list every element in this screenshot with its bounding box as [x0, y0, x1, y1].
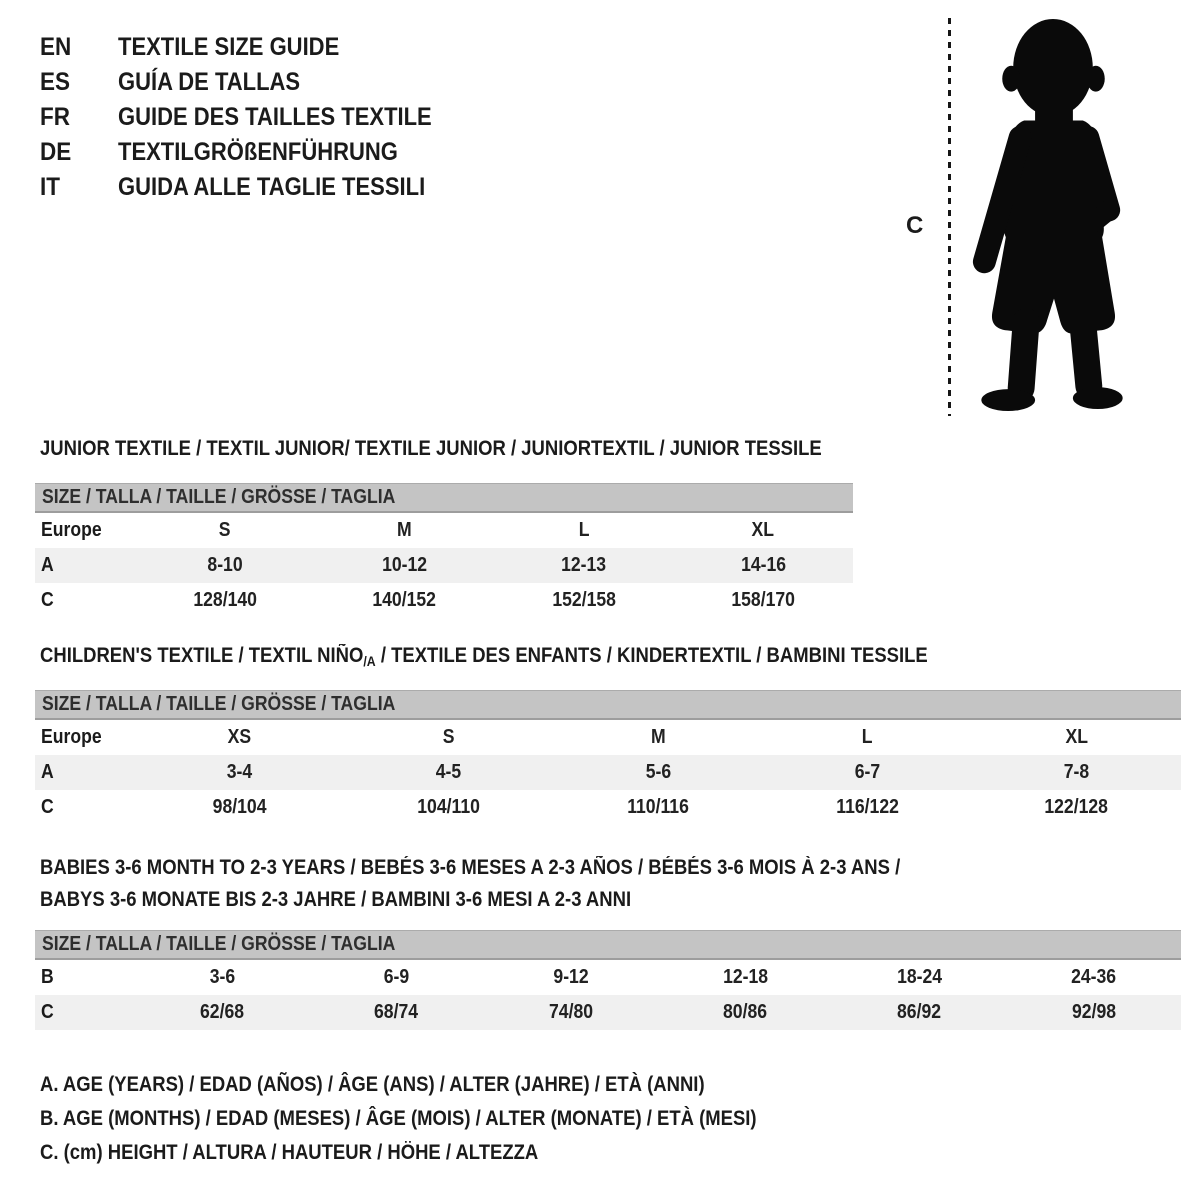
value-cell: 18-24: [896, 966, 942, 988]
language-code: DE: [40, 138, 72, 166]
junior-row-age: [35, 548, 853, 583]
row-label: Europe: [41, 726, 102, 748]
guide-title-fr: GUIDE DES TAILLES TEXTILE: [118, 103, 432, 131]
language-code: IT: [40, 173, 60, 201]
junior-size-table: [35, 483, 853, 618]
row-label: C: [41, 796, 54, 818]
value-cell: L: [861, 726, 873, 748]
value-cell: 12-13: [561, 554, 607, 576]
value-cell: 128/140: [192, 589, 257, 611]
children-row-height: [35, 790, 1181, 825]
guide-title-en: TEXTILE SIZE GUIDE: [118, 33, 340, 61]
row-label: B: [41, 966, 54, 988]
value-cell: S: [442, 726, 455, 748]
language-row-fr: [40, 100, 475, 135]
children-size-table: [35, 690, 1181, 825]
junior-section-title: JUNIOR TEXTILE / TEXTIL JUNIOR/ TEXTILE JUNIOR / JUNIORTEXTIL / JUNIOR TESSILE: [40, 437, 822, 460]
language-row-it: [40, 170, 475, 205]
value-cell: 8-10: [207, 554, 243, 576]
babies-row-months: [35, 960, 1181, 995]
junior-row-europe: [35, 513, 853, 548]
guide-title-es: GUÍA DE TALLAS: [118, 68, 301, 96]
language-row-de: [40, 135, 475, 170]
guide-title-de: TEXTILGRÖßENFÜHRUNG: [118, 138, 398, 166]
legend-height-cm: C. (cm) HEIGHT / ALTURA / HAUTEUR / HÖHE / ALTEZZA: [40, 1141, 539, 1164]
value-cell: S: [218, 519, 231, 541]
value-cell: 110/116: [627, 796, 689, 818]
value-cell: XL: [752, 519, 775, 541]
value-cell: 24-36: [1071, 966, 1117, 988]
value-cell: 12-18: [722, 966, 768, 988]
value-cell: 6-7: [854, 761, 880, 783]
legend-age-months: B. AGE (MONTHS) / EDAD (MESES) / ÂGE (MOIS) / ALTER (MONATE) / ETÀ (MESI): [40, 1107, 757, 1130]
height-measure-dashed-line: [948, 18, 951, 416]
size-header-bar: SIZE / TALLA / TAILLE / GRÖSSE / TAGLIA: [35, 930, 1181, 960]
value-cell: 140/152: [372, 589, 437, 611]
value-cell: 4-5: [436, 761, 462, 783]
size-header-bar: SIZE / TALLA / TAILLE / GRÖSSE / TAGLIA: [35, 690, 1181, 720]
row-label: A: [41, 761, 54, 783]
junior-row-height: [35, 583, 853, 618]
value-cell: 86/92: [897, 1001, 942, 1023]
value-cell: 152/158: [551, 589, 616, 611]
row-label: C: [41, 589, 54, 611]
value-cell: XL: [1065, 726, 1088, 748]
measure-legend: [40, 1068, 854, 1170]
value-cell: 92/98: [1071, 1001, 1116, 1023]
row-label: Europe: [41, 519, 102, 541]
value-cell: 116/122: [835, 796, 899, 818]
babies-size-table: [35, 930, 1181, 1030]
value-cell: 68/74: [374, 1001, 419, 1023]
legend-age-years: A. AGE (YEARS) / EDAD (AÑOS) / ÂGE (ANS) / ALTER (JAHRE) / ETÀ (ANNI): [40, 1073, 705, 1096]
language-row-en: [40, 30, 475, 65]
value-cell: M: [650, 726, 666, 748]
value-cell: 14-16: [740, 554, 786, 576]
height-measure-label: C: [906, 212, 924, 239]
value-cell: 104/110: [417, 796, 481, 818]
row-label: C: [41, 1001, 54, 1023]
toddler-silhouette-icon: [966, 18, 1138, 416]
value-cell: 9-12: [553, 966, 589, 988]
value-cell: 158/170: [731, 589, 796, 611]
nino-a-subscript: /A: [363, 653, 376, 669]
language-code: EN: [40, 33, 72, 61]
value-cell: 7-8: [1063, 761, 1090, 783]
value-cell: 6-9: [383, 966, 410, 988]
babies-section-title: BABIES 3-6 MONTH TO 2-3 YEARS / BEBÉS 3-6 MESES A 2-3 AÑOS / BÉBÉS 3-6 MOIS À 2-3 ANS / BABYS 3-6 MONATE BIS 2-3 JAHRE / BAMBINI 3-6 MESI A 2-3 ANNI: [40, 856, 901, 911]
babies-row-height: [35, 995, 1181, 1030]
row-label: A: [41, 554, 54, 576]
size-header-bar: SIZE / TALLA / TAILLE / GRÖSSE / TAGLIA: [35, 483, 853, 513]
value-cell: 10-12: [381, 554, 427, 576]
value-cell: 98/104: [212, 796, 267, 818]
language-code: ES: [40, 68, 71, 96]
language-title-list: [40, 30, 475, 205]
language-row-es: [40, 65, 475, 100]
children-section-title: CHILDREN'S TEXTILE / TEXTIL NIÑO/A / TEXTILE DES ENFANTS / KINDERTEXTIL / BAMBINI TESSILE: [40, 644, 928, 669]
value-cell: 122/128: [1044, 796, 1109, 818]
language-code: FR: [40, 103, 70, 131]
children-row-europe: [35, 720, 1181, 755]
value-cell: M: [396, 519, 412, 541]
value-cell: 5-6: [645, 761, 671, 783]
value-cell: XS: [227, 726, 252, 748]
value-cell: L: [578, 519, 590, 541]
value-cell: 3-4: [226, 761, 253, 783]
value-cell: 74/80: [548, 1001, 593, 1023]
value-cell: 80/86: [723, 1001, 768, 1023]
value-cell: 62/68: [200, 1001, 245, 1023]
children-row-age: [35, 755, 1181, 790]
value-cell: 3-6: [209, 966, 235, 988]
guide-title-it: GUIDA ALLE TAGLIE TESSILI: [118, 173, 426, 201]
